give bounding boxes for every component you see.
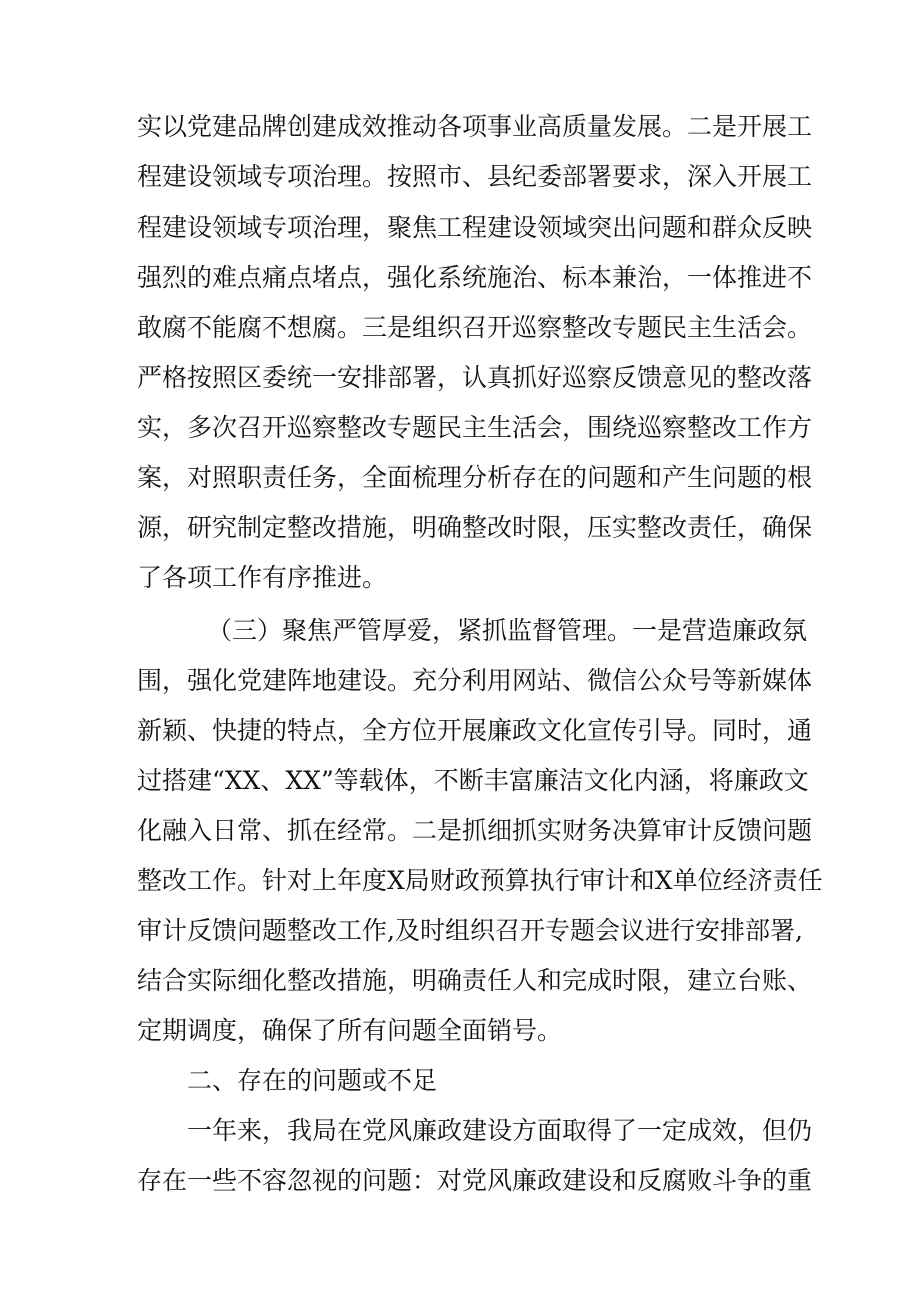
text-line: 结合实际细化整改措施，明确责任人和完成时限，建立台账、: [137, 966, 813, 995]
text-line: 化融入日常、抓在经常。二是抓细抓实财务决算审计反馈问题: [137, 816, 813, 845]
text-line: 整改工作。针对上年度X局财政预算执行审计和X单位经济责任: [137, 866, 823, 895]
text-line: 实以党建品牌创建成效推动各项事业高质量发展。二是开展工: [137, 112, 813, 141]
text-line: 源，研究制定整改措施，明确整改时限，压实整改责任，确保: [137, 513, 813, 542]
text-line: 过搭建“XX、XX”等载体，不断丰富廉洁文化内涵，将廉政文: [137, 766, 809, 795]
text-line: 敢腐不能腐不想腐。三是组织召开巡察整改专题民主生活会。: [137, 313, 813, 342]
section-heading-line: （三）聚焦严管厚爱，紧抓监督管理。一是营造廉政氛: [207, 616, 808, 645]
text-line: 存在一些不容忽视的问题：对党风廉政建设和反腐败斗争的重: [137, 1166, 813, 1195]
text-line: 了各项工作有序推进。: [137, 563, 388, 592]
text-line: 围，强化党建阵地建设。充分利用网站、微信公众号等新媒体: [137, 666, 813, 695]
text-line: 实，多次召开巡察整改专题民主生活会，围绕巡察整改工作方: [137, 413, 813, 442]
heading-text: 二、存在的问题或不足: [187, 1066, 438, 1095]
text-line: 严格按照区委统一安排部署，认真抓好巡察反馈意见的整改落: [137, 363, 813, 392]
text-line: 程建设领域专项治理。按照市、县纪委部署要求，深入开展工: [137, 162, 813, 191]
text-line: 审计反馈问题整改工作,及时组织召开专题会议进行安排部署,: [137, 916, 803, 945]
text-line: 一年来，我局在党风廉政建设方面取得了一定成效，但仍: [187, 1116, 813, 1145]
text-line: 强烈的难点痛点堵点，强化系统施治、标本兼治，一体推进不: [137, 263, 813, 292]
text-line: 程建设领域专项治理，聚焦工程建设领域突出问题和群众反映: [137, 213, 813, 242]
text-line: 新颖、快捷的特点，全方位开展廉政文化宣传引导。同时，通: [137, 716, 813, 745]
text-line: 定期调度，确保了所有问题全面销号。: [137, 1016, 563, 1045]
text-line: 案，对照职责任务，全面梳理分析存在的问题和产生问题的根: [137, 463, 813, 492]
